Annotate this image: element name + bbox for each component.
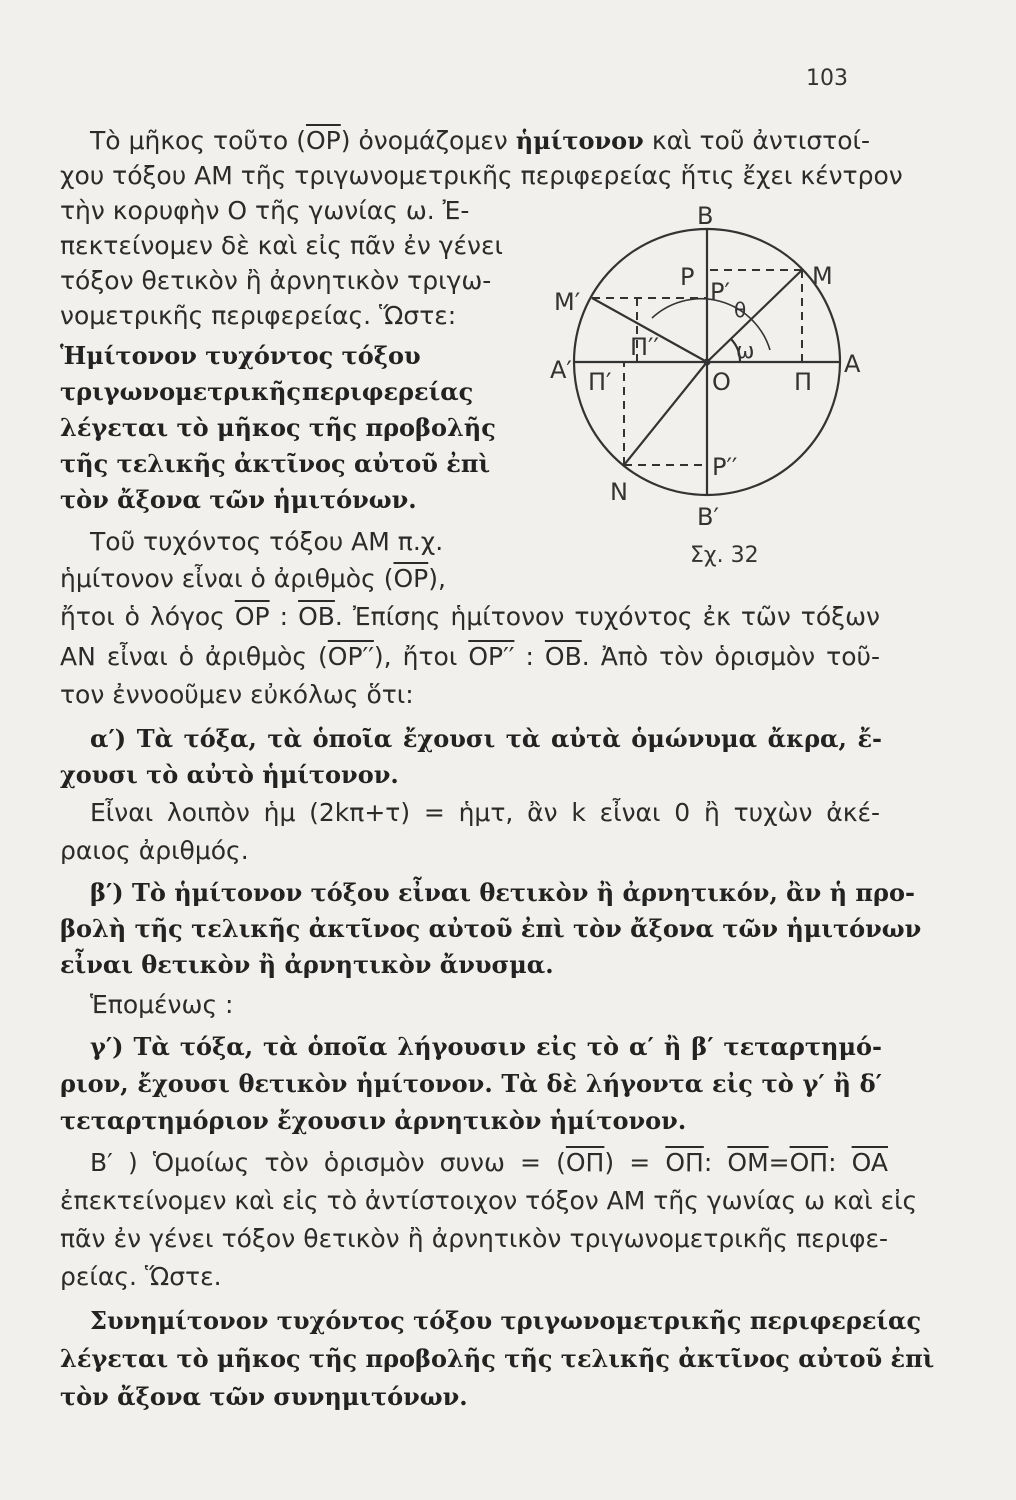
text-line-6: νομετρικῆς περιφερείας. Ὥστε: — [60, 301, 457, 330]
label-Pi-double-prime: Π′′ — [630, 333, 659, 361]
center-point — [704, 359, 711, 366]
text-segment: ), ἤτοι — [373, 642, 469, 671]
rule-beta-line-3: εἶναι θετικὸν ἢ ἀρνητικὸν ἄνυσμα. — [60, 950, 554, 979]
text-segment: ἡμίτονον εἶναι ὁ ἀριθμὸς ( — [60, 564, 394, 593]
figure-unit-circle — [540, 200, 870, 580]
text-line-16: τον ἐννοοῦμεν εὐκόλως ὅτι: — [60, 680, 414, 709]
text-segment: Β′ ) Ὁμοίως τὸν ὁρισμὸν συνω = ( — [90, 1148, 566, 1177]
label-P-double-prime: P′′ — [712, 453, 738, 481]
text-segment: . Ἀπὸ τὸν ὁρισμὸν τοῦ- — [581, 642, 880, 671]
text-segment: = — [768, 1148, 790, 1177]
definition2-line-2: λέγεται τὸ μῆκος τῆς προβολῆς τῆς τελικῆς ἀκτῖνος αὐτοῦ ἐπὶ — [60, 1344, 935, 1373]
definition-line-4: τῆς τελικῆς ἀκτῖνος αὐτοῦ ἐπὶ — [60, 449, 491, 478]
definition2-line-3: τὸν ἄξονα τῶν συνημιτόνων. — [60, 1382, 468, 1411]
label-Pi: Π — [794, 368, 813, 396]
text-line-29: ἐπεκτείνομεν καὶ εἰς τὸ ἀντίστοιχον τόξον ΑΜ τῆς γωνίας ω καὶ εἰς — [60, 1186, 918, 1215]
text-line-19: Εἶναι λοιπὸν ἡμ (2kπ+τ) = ἡμτ, ἂν k εἶναι 0 ἢ τυχὼν ἀκέ- — [90, 798, 880, 827]
label-B-prime: B′ — [697, 503, 719, 531]
text-line-14 — [60, 602, 880, 632]
text-line-4: πεκτείνομεν δὲ καὶ εἰς πᾶν ἐν γένει — [60, 231, 503, 260]
definition-line-2b: περιφερείας — [302, 377, 474, 406]
vector-om: $\overline{OM}$ — [727, 1148, 769, 1177]
label-A: A — [844, 350, 861, 378]
label-A-prime: A′ — [550, 356, 572, 384]
label-O: O — [712, 368, 731, 396]
text-segment: . Ἐπίσης ἡμίτονον τυχόντος ἐκ τῶν τόξων — [334, 602, 880, 631]
text-line-3: τὴν κορυφὴν Ο τῆς γωνίας ω. Ἐ- — [60, 196, 470, 225]
text-line-5: τόξον θετικὸν ἢ ἀρνητικὸν τριγω- — [60, 266, 492, 295]
rule-alpha-line-2: χουσι τὸ αὐτὸ ἡμίτονον. — [60, 760, 399, 789]
definition-line-5: τὸν ἄξονα τῶν ἡμιτόνων. — [60, 485, 417, 514]
vector-opi: $\overline{O\Pi}$ — [789, 1148, 829, 1177]
text-line-28 — [90, 1148, 888, 1178]
label-theta: θ — [734, 298, 747, 322]
text-line-2: χου τόξου ΑΜ τῆς τριγωνομετρικῆς περιφερείας ἥτις ἔχει κέντρον — [60, 161, 903, 190]
text-line-20: ραιος ἀριθμός. — [60, 836, 249, 865]
label-P-prime: P′ — [710, 278, 730, 306]
text-segment: ), — [428, 564, 446, 593]
vector-op: $\overline{OP}$ — [234, 602, 270, 631]
definition-line-1: Ἡμίτονον τυχόντος τόξου — [60, 341, 421, 370]
rule-gamma-line-1: γ′) Τὰ τόξα, τὰ ὁποῖα λήγουσιν εἰς τὸ α′ ἢ β′ τεταρτημό- — [90, 1032, 882, 1061]
label-M-prime: M′ — [554, 288, 581, 316]
definition-line-3: λέγεται τὸ μῆκος τῆς προβολῆς — [60, 413, 496, 442]
text-segment: ΑΝ εἶναι ὁ ἀριθμὸς ( — [60, 642, 328, 671]
label-Pi-prime: Π′ — [588, 368, 612, 396]
unit-circle-diagram — [540, 200, 870, 580]
text-segment: : — [828, 1148, 852, 1177]
vector-ob: $\overline{OB}$ — [298, 602, 335, 631]
rule-beta-line-2: βολὴ τῆς τελικῆς ἀκτῖνος αὐτοῦ ἐπὶ τὸν ἄξονα τῶν ἡμιτόνων — [60, 914, 922, 943]
rule-gamma-line-2: ριον, ἔχουσι θετικὸν ἡμίτονον. Τὰ δὲ λήγοντα εἰς τὸ γ′ ἢ δ′ — [60, 1069, 882, 1098]
label-P: P — [680, 263, 695, 291]
text-segment: καὶ τοῦ ἀντιστοί- — [643, 126, 870, 155]
definition2-line-1: Συνημίτονον τυχόντος τόξου τριγωνομετρικῆς περιφερείας — [90, 1306, 922, 1335]
term-himitonon: ἡμίτονον — [515, 126, 644, 155]
text-segment: ) = — [604, 1148, 666, 1177]
text-line-1 — [90, 126, 870, 156]
vector-op: $\overline{OP}$ — [305, 126, 341, 155]
label-M: M — [812, 262, 833, 290]
vector-opi: $\overline{O\Pi}$ — [565, 1148, 605, 1177]
vector-op2: OP′′ — [327, 642, 374, 671]
text-segment: ) ὀνομάζομεν — [340, 126, 516, 155]
text-line-13 — [60, 564, 446, 594]
rule-gamma-line-3: τεταρτημόριον ἔχουσιν ἀρνητικὸν ἡμίτονον. — [60, 1106, 687, 1135]
label-N: N — [610, 478, 628, 506]
text-line-31: ρείας. Ὥστε. — [60, 1262, 222, 1291]
vector-op2: OP′′ — [468, 642, 515, 671]
rule-beta-line-1: β′) Τὸ ἡμίτονον τόξου εἶναι θετικὸν ἢ ἀρνητικόν, ἂν ἡ προ- — [90, 878, 915, 907]
text-segment: : — [514, 642, 545, 671]
text-line-30: πᾶν ἐν γένει τόξον θετικὸν ἢ ἀρνητικὸν τριγωνομετρικῆς περιφε- — [60, 1224, 888, 1253]
text-line-12: Τοῦ τυχόντος τόξου ΑΜ π.χ. — [90, 527, 444, 556]
text-segment: Τὸ μῆκος τοῦτο ( — [90, 126, 306, 155]
text-line-15 — [60, 642, 880, 672]
text-segment: ἤτοι ὁ λόγος — [60, 602, 235, 631]
label-omega: ω — [736, 339, 755, 364]
text-segment: : — [703, 1148, 728, 1177]
vector-oa: $\overline{OA}$ — [851, 1148, 888, 1177]
page-number: 103 — [806, 66, 848, 91]
vector-opi: $\overline{O\Pi}$ — [665, 1148, 704, 1177]
text-line-24: Ἑπομένως : — [90, 990, 234, 1019]
radius-ON — [624, 362, 707, 465]
text-segment: : — [269, 602, 299, 631]
rule-alpha-line-1: α′) Τὰ τόξα, τὰ ὁποῖα ἔχουσι τὰ αὐτὰ ὁμώνυμα ἄκρα, ἔ- — [90, 724, 882, 753]
vector-ob: $\overline{OB}$ — [544, 642, 582, 671]
label-B: B — [697, 202, 714, 230]
figure-caption: Σχ. 32 — [690, 543, 759, 568]
vector-op: $\overline{OP}$ — [393, 564, 429, 593]
definition-line-2a: τριγωνομετρικῆς — [60, 377, 302, 406]
